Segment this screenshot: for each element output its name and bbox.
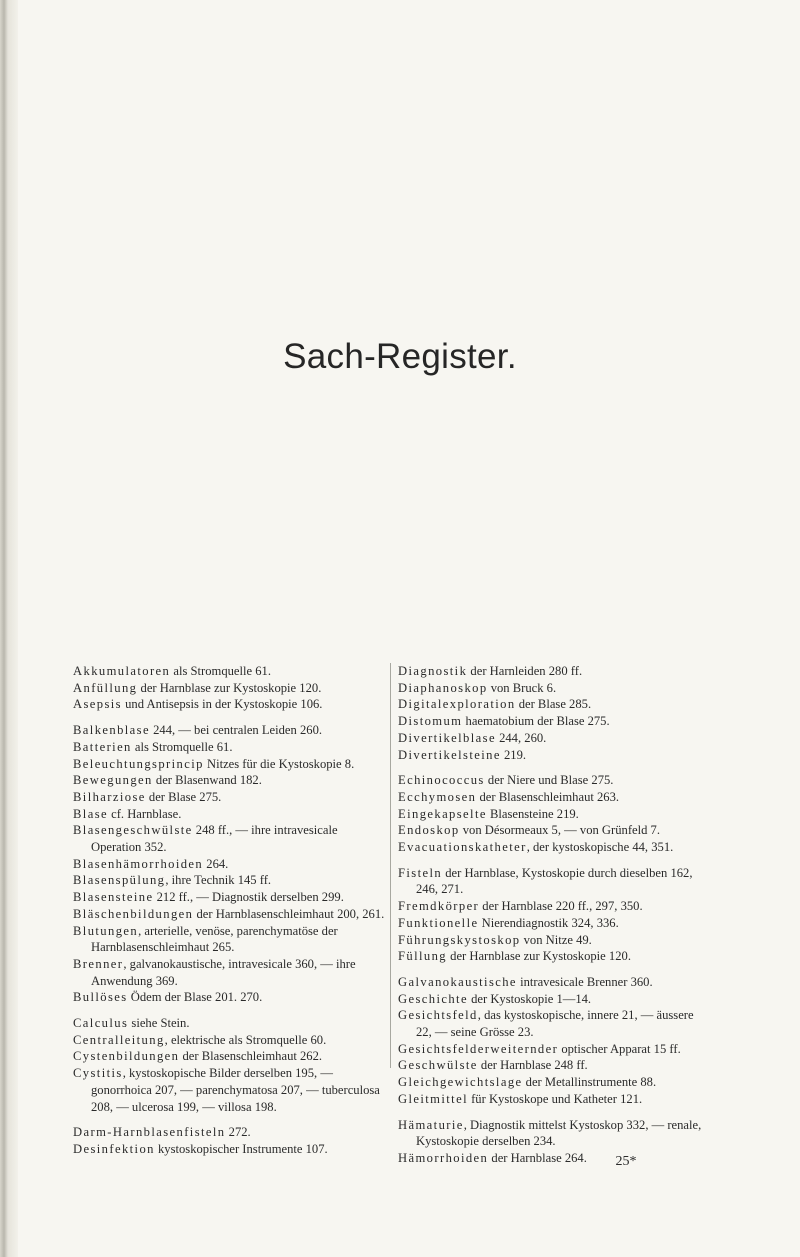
index-entry (73, 722, 385, 739)
entry-heading: Geschichte (398, 991, 468, 1006)
entry-text: der Harnblase zur Kystoskopie 120. (447, 949, 631, 964)
entry-text: der Blase 285. (515, 697, 592, 712)
entry-text: kystoskopischer Instrumente 107. (154, 1141, 328, 1156)
index-entry (398, 948, 712, 965)
index-entry (398, 839, 712, 856)
entry-text: der Harnblase 248 ff. (477, 1058, 588, 1073)
entry-heading: Anfüllung (73, 680, 138, 695)
column-divider (390, 663, 391, 1068)
entry-text: der Blasenschleimhaut 263. (476, 789, 620, 804)
entry-heading: Gesichtsfeld (398, 1008, 478, 1023)
index-entry (398, 865, 712, 898)
entry-heading: Bullöses (73, 990, 128, 1005)
entry-heading: Calculus (73, 1016, 129, 1031)
entry-heading: Endoskop (398, 823, 460, 838)
index-entry (73, 789, 385, 806)
entry-heading: Distomum (398, 714, 463, 729)
entry-text: 264. (203, 856, 229, 871)
index-entry (398, 696, 712, 713)
entry-heading: Bewegungen (73, 773, 153, 788)
entry-gap (398, 763, 712, 772)
entry-heading: Cystitis (73, 1066, 123, 1081)
entry-text: für Kystoskope und Katheter 121. (467, 1091, 643, 1106)
entry-text: der Niere und Blase 275. (484, 773, 614, 788)
entry-heading: Bläschenbildungen (73, 906, 194, 921)
entry-text: siehe Stein. (128, 1016, 190, 1031)
index-entry (398, 974, 712, 991)
entry-heading: Geschwülste (398, 1058, 478, 1073)
entry-text: von Nitze 49. (520, 932, 592, 947)
index-entry (73, 1124, 385, 1141)
index-entry (398, 772, 712, 789)
index-entry (73, 772, 385, 789)
entry-heading: Batterien (73, 739, 132, 754)
index-entry (73, 822, 385, 855)
index-entry (73, 1048, 385, 1065)
entry-heading: Divertikelblase (398, 730, 496, 745)
entry-heading: Brenner (73, 956, 124, 971)
index-entry (398, 1091, 712, 1108)
entry-text: der Metallinstrumente 88. (522, 1075, 657, 1090)
entry-text: der Kystoskopie 1—14. (467, 991, 592, 1006)
entry-heading: Hämaturie (398, 1117, 464, 1132)
index-entry (398, 1057, 712, 1074)
entry-text: , kystoskopische Bilder derselben 195, — gonorrhoica 207, — parenchymatosa 207, — tuberculosa 208, — ulcerosa 199, — villosa 198. (91, 1066, 380, 1114)
index-entry (73, 663, 385, 680)
entry-text: der Harnblase zur Kystoskopie 120. (137, 680, 322, 695)
entry-text: , das kystoskopische, innere 21, — äussere 22, — seine Grösse 23. (416, 1008, 694, 1040)
entry-heading: Gleichgewichtslage (398, 1075, 523, 1090)
entry-text: 248 ff., — ihre intravesicale Operation 352. (91, 823, 338, 855)
entry-heading: Darm-Harnblasenfisteln (73, 1125, 226, 1140)
entry-heading: Diagnostik (398, 664, 468, 678)
entry-heading: Akkumulatoren (73, 664, 171, 678)
index-entry (398, 680, 712, 697)
entry-text: von Bruck 6. (487, 680, 557, 695)
entry-gap (73, 1115, 385, 1124)
index-entry (398, 915, 712, 932)
entry-text: der Harnblase, Kystoskopie durch dieselben 162, 246, 271. (416, 865, 693, 897)
index-entry (398, 822, 712, 839)
index-entry (398, 1074, 712, 1091)
index-entry (73, 756, 385, 773)
entry-heading: Gleitmittel (398, 1091, 468, 1106)
entry-text: , arterielle, venöse, parenchymatöse der Harnblasenschleimhaut 265. (91, 923, 338, 955)
entry-heading: Gesichtsfelderweiternder (398, 1041, 559, 1056)
entry-heading: Blasenhämorrhoiden (73, 856, 204, 871)
entry-text: der Harnblase 220 ff., 297, 350. (479, 899, 643, 914)
index-entry (73, 923, 385, 956)
entry-heading: Führungskystoskop (398, 932, 521, 947)
entry-text: der Harnblase 264. (488, 1150, 587, 1165)
index-entry (73, 806, 385, 823)
entry-text: 272. (225, 1125, 251, 1140)
index-entry (73, 1032, 385, 1049)
entry-heading: Funktionelle (398, 915, 479, 930)
entry-heading: Hämorrhoiden (398, 1150, 489, 1165)
entry-text: als Stromquelle 61. (131, 739, 233, 754)
entry-text: Nierendiagnostik 324, 336. (478, 915, 619, 930)
index-entry (73, 889, 385, 906)
index-entry (73, 906, 385, 923)
entry-heading: Balkenblase (73, 723, 150, 738)
entry-text: cf. Harnblase. (107, 806, 182, 821)
entry-text: intravesicale Brenner 360. (516, 974, 653, 989)
entry-heading: Cystenbildungen (73, 1049, 180, 1064)
index-entry (73, 989, 385, 1006)
index-entry (73, 872, 385, 889)
index-entry (398, 1007, 712, 1040)
entry-text: und Antisepsis in der Kystoskopie 106. (121, 697, 323, 712)
entry-heading: Desinfektion (73, 1141, 155, 1156)
index-entry (73, 856, 385, 873)
index-entry (398, 713, 712, 730)
page-binding-edge (0, 0, 18, 1257)
index-entry (398, 932, 712, 949)
entry-gap (73, 713, 385, 722)
entry-heading: Echinococcus (398, 773, 485, 788)
entry-text: , Diagnostik mittelst Kystoskop 332, — renale, Kystoskopie derselben 234. (416, 1117, 702, 1149)
index-entry (398, 806, 712, 823)
entry-gap (73, 1006, 385, 1015)
index-entry (398, 747, 712, 764)
index-entry (398, 1150, 712, 1167)
signature-mark: 25* (615, 1154, 637, 1169)
entry-gap (398, 856, 712, 865)
index-entry (73, 739, 385, 756)
entry-heading: Ecchymosen (398, 789, 477, 804)
entry-heading: Füllung (398, 949, 447, 964)
entry-text: der Harnblasenschleimhaut 200, 261. (193, 906, 385, 921)
entry-heading: Fremdkörper (398, 899, 480, 914)
entry-text: 244, 260. (495, 730, 547, 745)
index-entry (398, 663, 712, 680)
entry-text: der Blasenschleimhaut 262. (179, 1049, 323, 1064)
entry-text: als Stromquelle 61. (170, 664, 271, 678)
entry-heading: Centralleitung (73, 1032, 165, 1047)
index-entry (398, 789, 712, 806)
entry-text: , ihre Technik 145 ff. (165, 873, 272, 888)
entry-heading: Asepsis (73, 697, 122, 712)
entry-gap (398, 1108, 712, 1117)
index-entry (398, 1117, 712, 1150)
index-entry (398, 1041, 712, 1058)
entry-text: der Blase 275. (145, 789, 222, 804)
entry-heading: Blasenspülung (73, 873, 166, 888)
entry-text: 219. (500, 747, 527, 762)
index-entry (73, 1065, 385, 1115)
entry-text: , galvanokaustische, intravesicale 360, — ihre Anwendung 369. (91, 956, 356, 988)
index-entry (73, 680, 385, 697)
entry-text: Nitzes für die Kystoskopie 8. (203, 756, 355, 771)
entry-text: Ödem der Blase 201. 270. (127, 990, 263, 1005)
entry-text: 212 ff., — Diagnostik derselben 299. (153, 890, 344, 905)
entry-text: haematobium der Blase 275. (462, 714, 610, 729)
entry-heading: Bilharziose (73, 789, 146, 804)
index-column-right (398, 663, 712, 1167)
entry-gap (398, 965, 712, 974)
entry-text: Blasensteine 219. (486, 806, 579, 821)
entry-text: von Désormeaux 5, — von Grünfeld 7. (459, 823, 660, 838)
entry-text: der Harnleiden 280 ff. (467, 664, 583, 678)
page-title: Sach-Register. (283, 337, 517, 376)
entry-heading: Blasengeschwülste (73, 823, 193, 838)
index-entry (398, 898, 712, 915)
entry-heading: Diaphanoskop (398, 680, 488, 695)
entry-heading: Blase (73, 806, 108, 821)
entry-heading: Beleuchtungsprincip (73, 756, 204, 771)
entry-text: , der kystoskopische 44, 351. (526, 840, 674, 855)
entry-heading: Fisteln (398, 865, 443, 880)
entry-text: optischer Apparat 15 ff. (558, 1041, 681, 1056)
index-entry (73, 1015, 385, 1032)
entry-heading: Eingekapselte (398, 806, 487, 821)
entry-heading: Blasensteine (73, 890, 154, 905)
index-entry (398, 730, 712, 747)
index-entry (398, 991, 712, 1008)
entry-heading: Divertikelsteine (398, 747, 501, 762)
entry-text: 244, — bei centralen Leiden 260. (149, 723, 323, 738)
entry-heading: Blutungen (73, 923, 139, 938)
entry-text: , elektrische als Stromquelle 60. (164, 1032, 327, 1047)
entry-heading: Evacuationskatheter (398, 840, 527, 855)
entry-heading: Galvanokaustische (398, 974, 517, 989)
entry-heading: Digitalexploration (398, 697, 516, 712)
index-column-left (73, 663, 385, 1158)
index-entry (73, 696, 385, 713)
index-entry (73, 956, 385, 989)
entry-text: der Blasenwand 182. (152, 773, 262, 788)
index-entry (73, 1141, 385, 1158)
